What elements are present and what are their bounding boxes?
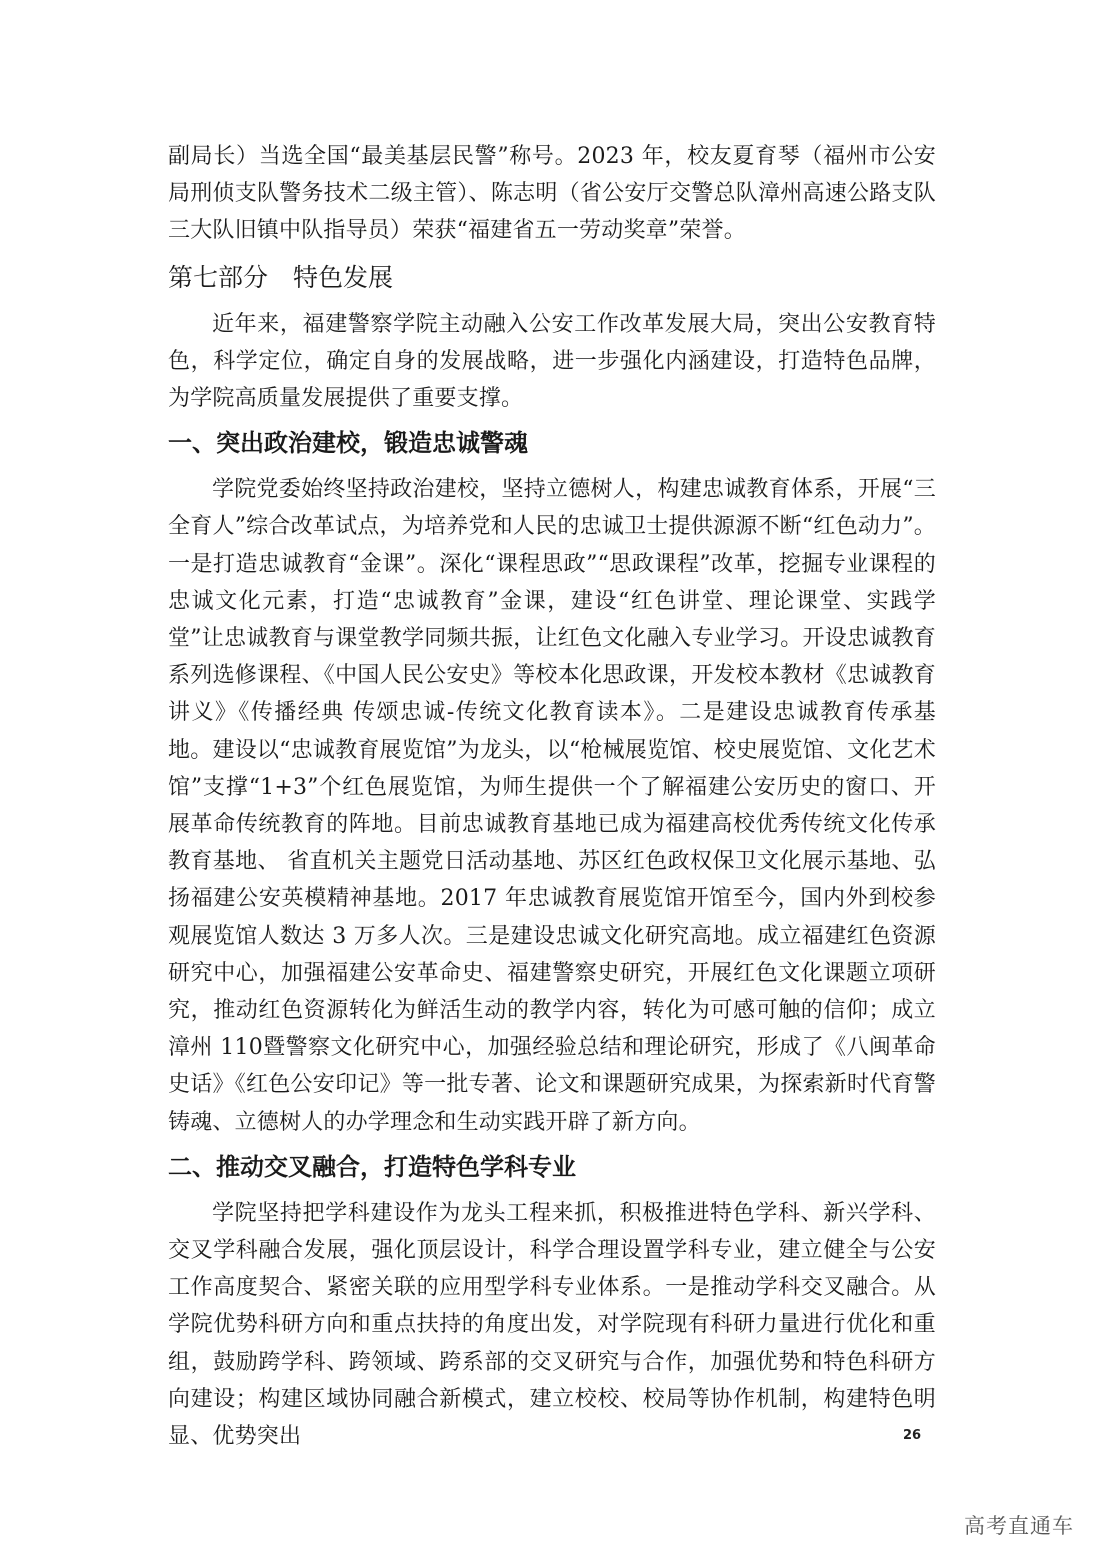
intro-paragraph: 近年来，福建警察学院主动融入公安工作改革发展大局，突出公安教育特色，科学定位，确定自身的发展战略，进一步强化内涵建设，打造特色品牌，为学院高质量发展提供了重要支撑。 xyxy=(168,311,936,412)
section-paragraph-1: 学院党委始终坚持政治建校，坚持立德树人，构建忠诚教育体系，开展“三全育人”综合改革试点，为培养党和人民的忠诚卫士提供源源不断“红色动力”。一是打造忠诚教育“金课”。深化“课程思政”“思政课程”改革，挖掘专业课程的忠诚文化元素，打造“忠诚教育”金课，建设“红色讲堂、理论课堂、实践学堂”让忠诚教育与课堂教学同频共振，让红色文化融入专业学习。开设忠诚教育系列选修课程、《中国人民公安史》等校本化思政课，开发校本教材《忠诚教育讲义》《传播经典 传颂忠诚-传统文化教育读本》。二是建设忠诚教育传承基地。建设以“忠诚教育展览馆”为龙头，以“枪械展览馆、校史展览馆、文化艺术馆”支撑“1+3”个红色展览馆，为师生提供一个了解福建公安历史的窗口、开展革命传统教育的阵地。目前忠诚教育基地已成为福建高校优秀传统文化传承教育基地、 省直机关主题党日活动基地、苏区红色政权保卫文化展示基地、弘扬福建公安英模精神基地。2017 年忠诚教育展览馆开馆至今，国内外到校参观展览馆人数达 3 万多人次。三是建设忠诚文化研究高地。成立福建红色资源研究中心，加强福建公安革命史、福建警察史研究，开展红色文化课题立项研究，推动红色资源转化为鲜活生动的教学内容，转化为可感可触的信仰；成立漳州 110暨警察文化研究中心，加强经验总结和理论研究，形成了《八闽革命史话》《红色公安印记》等一批专著、论文和课题研究成果，为探索新时代育警铸魂、立德树人的办学理念和生动实践开辟了新方向。 xyxy=(168,477,936,1135)
section-heading-1: 一、突出政治建校，锻造忠诚警魂 xyxy=(168,429,528,458)
section-paragraph-2: 学院坚持把学科建设作为龙头工程来抓，积极推进特色学科、新兴学科、交叉学科融合发展，强化顶层设计，科学合理设置学科专业，建立健全与公安工作高度契合、紧密关联的应用型学科专业体系。一是推动学科交叉融合。从学院优势科研方向和重点扶持的角度出发，对学院现有科研力量进行优化和重组，鼓励跨学科、跨领域、跨系部的交叉研究与合作，加强优势和特色科研方向建设；构建区域协同融合新模式，建立校校、校局等协作机制，构建特色明显、优势突出 xyxy=(168,1200,936,1450)
continued-paragraph: 副局长）当选全国“最美基层民警”称号。2023 年，校友夏育琴（福州市公安局刑侦支队警务技术二级主管）、陈志明（省公安厅交警总队漳州高速公路支队三大队旧镇中队指导员）荣获“福建省五一劳动奖章”荣誉。 xyxy=(168,144,936,244)
part-heading: 第七部分 特色发展 xyxy=(168,262,394,292)
document-body xyxy=(168,138,936,1455)
watermark-text: 高考直通车 xyxy=(964,1514,1074,1538)
page-number: 26 xyxy=(903,1428,922,1443)
section-heading-2: 二、推动交叉融合，打造特色学科专业 xyxy=(168,1152,576,1181)
